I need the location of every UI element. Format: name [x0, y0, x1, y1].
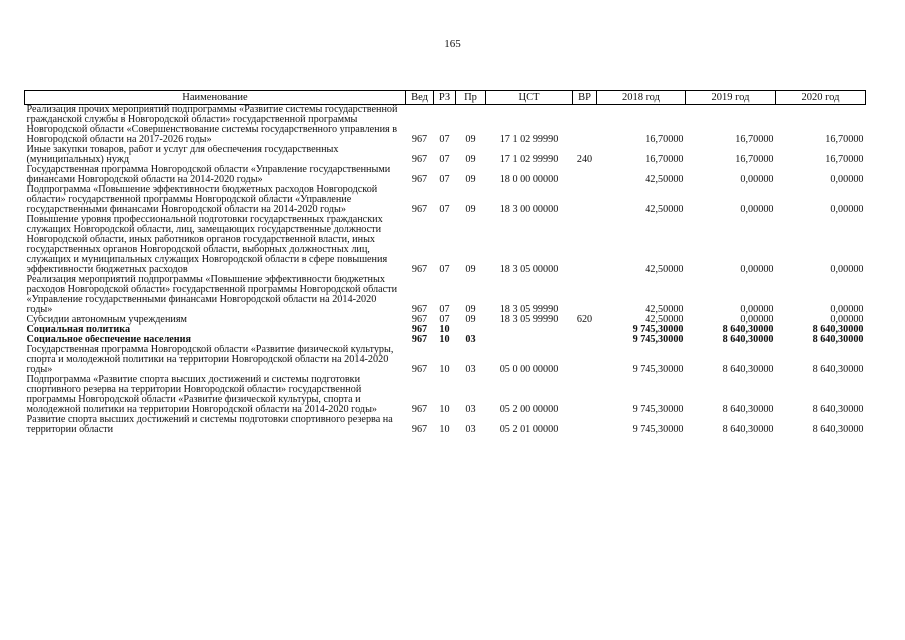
header-csr: ЦСТ — [486, 91, 573, 105]
cell-name: Повышение уровня профессиональной подготовки государственных гражданских служащих Новгородской области, лиц, замещающих государственные должности Новгородской области, иных работников органов государственной власти, иных государственных органов Новгородской области, выборных должностных лиц, служащих и муниципальных служащих Новгородской области в сфере повышения эффективности бюджетных расходов — [26, 215, 388, 275]
cell-vr — [573, 415, 597, 435]
cell-year-2020: 0,00000 — [830, 315, 864, 325]
cell-ved: 967 — [411, 404, 428, 415]
cell-year-2018: 42,50000 — [645, 304, 684, 315]
cell-year-2020: 8 640,30000 — [812, 424, 864, 435]
cell-rz: 10 — [439, 364, 450, 375]
cell-name: Социальное обеспечение населения — [26, 335, 192, 345]
cell-ved: 967 — [411, 424, 428, 435]
cell-year-2019: 8 640,30000 — [722, 335, 774, 345]
table-row — [25, 325, 866, 335]
cell-year-2020: 0,00000 — [830, 304, 864, 315]
cell-vr: 240 — [576, 154, 593, 165]
cell-vr — [573, 215, 597, 275]
cell-year-2019: 16,70000 — [735, 134, 774, 145]
cell-ved: 967 — [411, 325, 428, 335]
cell-csr — [486, 335, 573, 345]
cell-pr: 09 — [465, 264, 476, 275]
cell-pr: 03 — [465, 404, 476, 415]
table-row — [25, 315, 866, 325]
cell-pr: 09 — [465, 315, 476, 325]
cell-year-2020: 8 640,30000 — [812, 335, 864, 345]
cell-pr: 03 — [465, 424, 476, 435]
cell-year-2018: 42,50000 — [645, 174, 684, 185]
header-2020: 2020 год — [776, 91, 866, 105]
cell-year-2018: 42,50000 — [645, 204, 684, 215]
cell-ved: 967 — [411, 204, 428, 215]
cell-rz: 07 — [439, 264, 450, 275]
table-row — [25, 185, 866, 215]
cell-ved: 967 — [411, 304, 428, 315]
cell-year-2019: 0,00000 — [740, 204, 774, 215]
cell-name: Социальная политика — [26, 325, 131, 335]
cell-year-2018: 16,70000 — [645, 154, 684, 165]
header-ved: Вед — [406, 91, 434, 105]
cell-pr: 03 — [465, 364, 476, 375]
cell-name: Подпрограмма «Развитие спорта высших достижений и системы подготовки спортивного резерва на территории Новгородской области» государственной программы Новгородской области «Развитие физической культуры, спорта и молодежной политики на территории Новгородской области на 2014-2020 годы» — [26, 375, 378, 415]
cell-year-2020: 0,00000 — [830, 204, 864, 215]
cell-vr — [573, 325, 597, 335]
cell-csr: 05 2 01 00000 — [499, 424, 559, 435]
table-row — [25, 275, 866, 315]
cell-year-2018: 9 745,30000 — [632, 364, 684, 375]
cell-name: Развитие спорта высших достижений и системы подготовки спортивного резерва на территории области — [26, 415, 393, 435]
cell-csr: 18 3 00 00000 — [499, 204, 559, 215]
cell-csr: 05 2 00 00000 — [499, 404, 559, 415]
cell-ved: 967 — [411, 264, 428, 275]
cell-year-2020: 8 640,30000 — [812, 364, 864, 375]
cell-pr: 09 — [465, 134, 476, 145]
cell-name: Реализация мероприятий подпрограммы «Повышение эффективности бюджетных расходов Новгородской области» государственной программы Новгородской области «Управление государственными финансами Новгородской области на 2014-2020 годы» — [26, 275, 398, 315]
header-name: Наименование — [25, 91, 406, 105]
cell-vr — [573, 345, 597, 375]
cell-csr: 18 3 05 99990 — [499, 304, 559, 315]
cell-year-2018: 9 745,30000 — [632, 424, 684, 435]
cell-pr: 09 — [465, 154, 476, 165]
cell-ved: 967 — [411, 335, 428, 345]
cell-csr: 18 0 00 00000 — [499, 174, 559, 185]
cell-pr: 09 — [465, 304, 476, 315]
cell-csr: 18 3 05 00000 — [499, 264, 559, 275]
header-2019: 2019 год — [686, 91, 776, 105]
cell-year-2018: 16,70000 — [645, 134, 684, 145]
cell-name: Государственная программа Новгородской области «Управление государственными финансами Новгородской области на 2014-2020 годы» — [26, 165, 391, 185]
cell-year-2019: 8 640,30000 — [722, 325, 774, 335]
cell-year-2019: 0,00000 — [740, 264, 774, 275]
cell-name: Иные закупки товаров, работ и услуг для обеспечения государственных (муниципальных) нужд — [26, 145, 339, 165]
cell-year-2020: 0,00000 — [830, 174, 864, 185]
table-row — [25, 335, 866, 345]
cell-year-2020: 0,00000 — [830, 264, 864, 275]
table-row — [25, 165, 866, 185]
cell-rz: 07 — [439, 304, 450, 315]
table-row — [25, 215, 866, 275]
cell-pr: 09 — [465, 204, 476, 215]
cell-csr: 18 3 05 99990 — [499, 315, 559, 325]
cell-year-2018: 42,50000 — [645, 315, 684, 325]
cell-name: Реализация прочих мероприятий подпрограммы «Развитие системы государственной гражданской службы в Новгородской области» государственной программы Новгородской области «Совершенствование системы государственного управления в Новгородской области на 2017-2026 годы» — [26, 104, 398, 145]
table-row — [25, 105, 866, 146]
cell-ved: 967 — [411, 154, 428, 165]
cell-year-2020: 16,70000 — [825, 134, 864, 145]
cell-vr — [573, 375, 597, 415]
cell-vr — [573, 275, 597, 315]
cell-year-2020: 16,70000 — [825, 154, 864, 165]
cell-pr: 09 — [465, 174, 476, 185]
table-row — [25, 375, 866, 415]
cell-rz: 07 — [439, 154, 450, 165]
cell-name: Подпрограмма «Повышение эффективности бюджетных расходов Новгородской области» государственной программы Новгородской области «Управление государственными финансами Новгородской области на 2014-2020 годы» — [26, 185, 378, 215]
cell-ved: 967 — [411, 174, 428, 185]
cell-rz: 07 — [439, 134, 450, 145]
cell-year-2019: 0,00000 — [740, 304, 774, 315]
cell-year-2018: 9 745,30000 — [632, 404, 684, 415]
budget-table — [24, 90, 866, 435]
cell-vr: 620 — [576, 315, 593, 325]
cell-name: Государственная программа Новгородской области «Развитие физической культуры, спорта и молодежной политики на территории Новгородской области на 2014-2020 годы» — [26, 345, 394, 375]
cell-rz: 07 — [439, 174, 450, 185]
cell-rz: 07 — [439, 315, 450, 325]
cell-ved: 967 — [411, 315, 428, 325]
cell-csr: 05 0 00 00000 — [499, 364, 559, 375]
cell-rz: 10 — [439, 335, 450, 345]
table-header-row — [25, 91, 866, 105]
header-2018: 2018 год — [597, 91, 686, 105]
cell-year-2019: 0,00000 — [740, 174, 774, 185]
cell-year-2019: 0,00000 — [740, 315, 774, 325]
cell-year-2019: 16,70000 — [735, 154, 774, 165]
cell-vr — [573, 105, 597, 146]
header-vr: ВР — [573, 91, 597, 105]
table-row — [25, 145, 866, 165]
cell-ved: 967 — [411, 364, 428, 375]
cell-rz: 10 — [439, 404, 450, 415]
table-row — [25, 415, 866, 435]
header-rz: РЗ — [434, 91, 456, 105]
cell-year-2019: 8 640,30000 — [722, 404, 774, 415]
header-pr: Пр — [456, 91, 486, 105]
page-number: 165 — [444, 38, 461, 50]
cell-ved: 967 — [411, 134, 428, 145]
cell-vr — [573, 335, 597, 345]
cell-csr: 17 1 02 99990 — [499, 154, 559, 165]
cell-year-2019: 8 640,30000 — [722, 424, 774, 435]
cell-year-2020: 8 640,30000 — [812, 325, 864, 335]
cell-year-2018: 9 745,30000 — [632, 335, 684, 345]
cell-name: Субсидии автономным учреждениям — [26, 315, 187, 325]
cell-year-2019: 8 640,30000 — [722, 364, 774, 375]
cell-csr — [486, 325, 573, 335]
cell-pr: 03 — [465, 335, 476, 345]
cell-rz: 10 — [439, 325, 450, 335]
cell-year-2018: 42,50000 — [645, 264, 684, 275]
cell-csr: 17 1 02 99990 — [499, 134, 559, 145]
cell-vr — [573, 185, 597, 215]
cell-rz: 07 — [439, 204, 450, 215]
cell-vr — [573, 165, 597, 185]
cell-pr — [456, 325, 486, 335]
cell-year-2018: 9 745,30000 — [632, 325, 684, 335]
cell-year-2020: 8 640,30000 — [812, 404, 864, 415]
cell-rz: 10 — [439, 424, 450, 435]
table-row — [25, 345, 866, 375]
